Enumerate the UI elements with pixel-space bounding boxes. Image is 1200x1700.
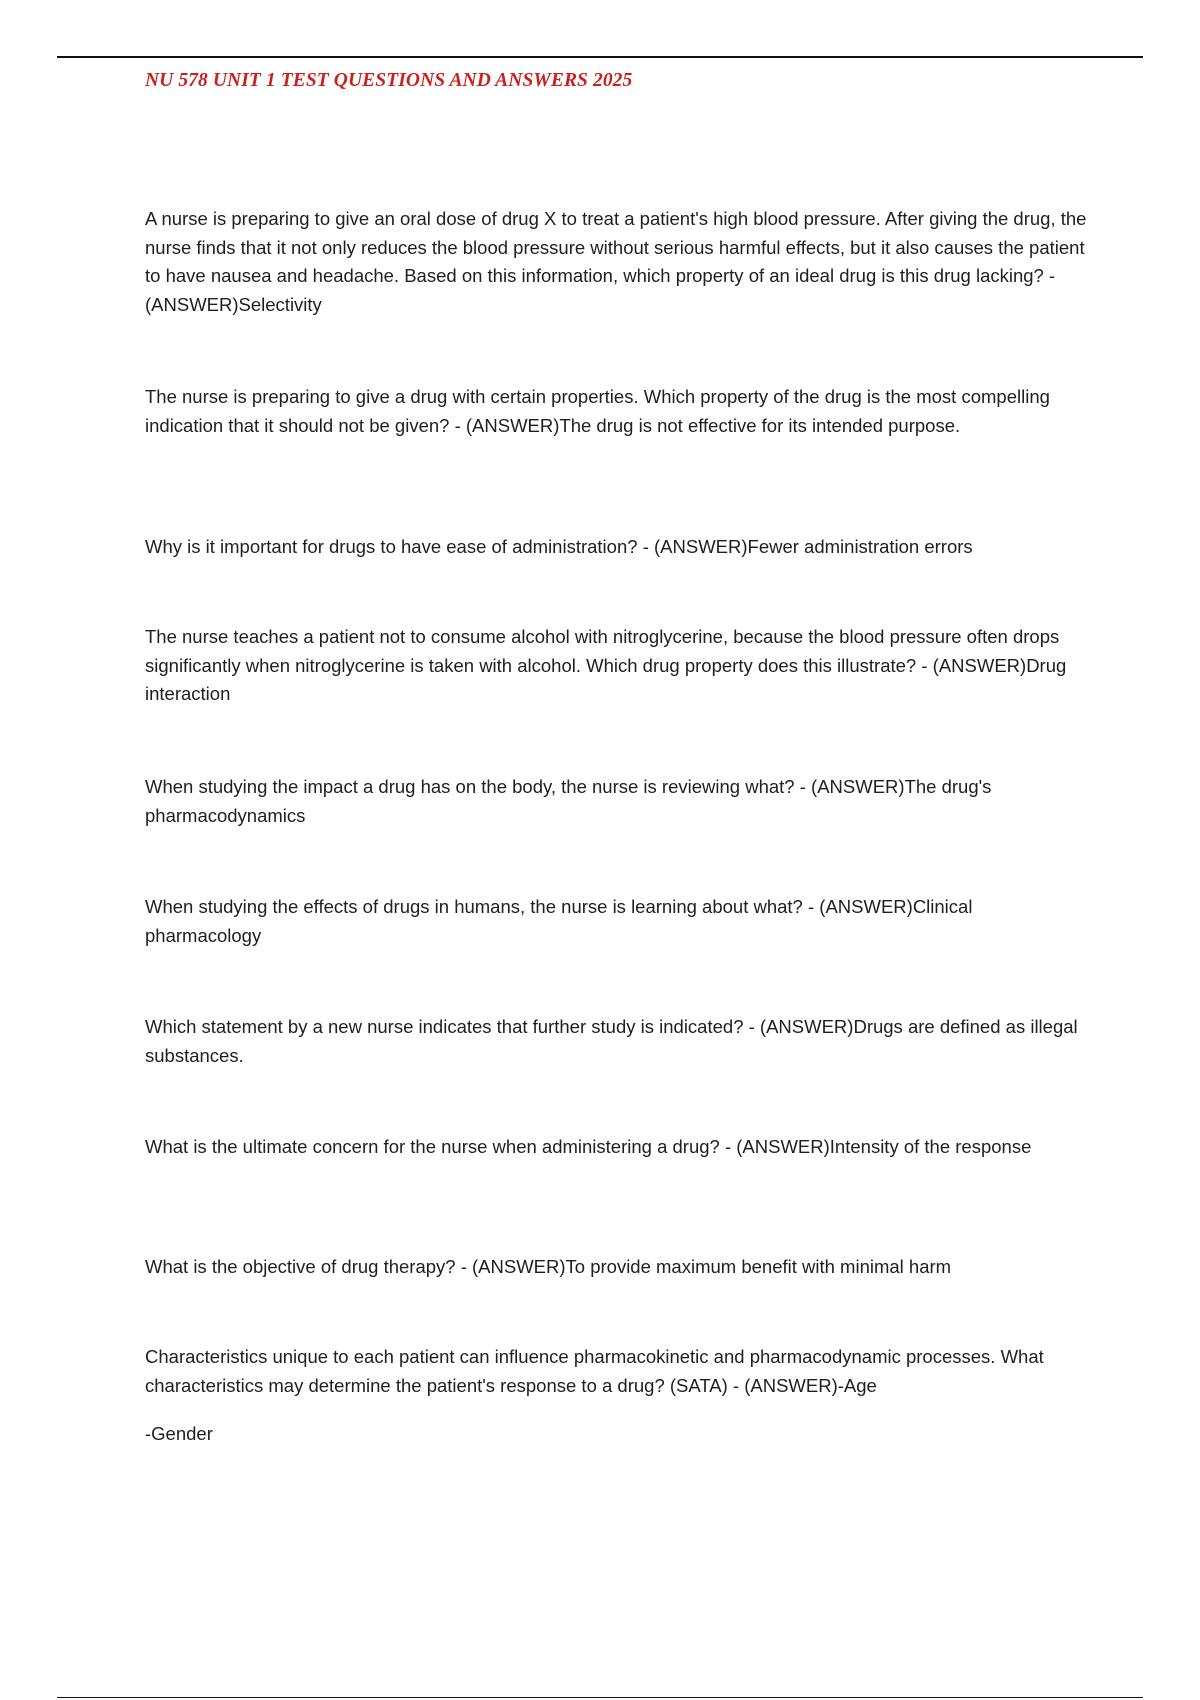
qa-item bbox=[145, 383, 1090, 440]
question-text: Which statement by a new nurse indicates that further study is indicated? bbox=[145, 1016, 744, 1037]
question-text: When studying the impact a drug has on the body, the nurse is reviewing what? bbox=[145, 776, 795, 797]
answer-text: Clinical pharmacology bbox=[145, 896, 973, 946]
answer-prefix: - (ANSWER) bbox=[642, 536, 748, 557]
answer-prefix: - (ANSWER) bbox=[799, 776, 905, 797]
top-divider bbox=[57, 56, 1143, 58]
question-text: The nurse is preparing to give a drug with certain properties. Which property of the drug is the most compelling indication that it should not be given? bbox=[145, 386, 1050, 436]
bottom-divider bbox=[57, 1697, 1143, 1698]
question-text: Why is it important for drugs to have ease of administration? bbox=[145, 536, 638, 557]
qa-item bbox=[145, 1133, 1090, 1162]
answer-prefix: - (ANSWER) bbox=[145, 265, 1056, 315]
answer-prefix: - (ANSWER) bbox=[454, 414, 560, 436]
answer-prefix: - (ANSWER) bbox=[460, 1256, 566, 1277]
answer-prefix: - (ANSWER) bbox=[807, 896, 913, 917]
question-text: What is the objective of drug therapy? bbox=[145, 1256, 456, 1277]
question-text: The nurse teaches a patient not to consume alcohol with nitroglycerine, because the blood pressure often drops significantly when nitroglycerine is taken with alcohol. Which drug property does this illustrate? bbox=[145, 626, 1060, 676]
qa-item bbox=[145, 1013, 1090, 1070]
answer-prefix: - (ANSWER) bbox=[724, 1136, 830, 1157]
answer-continuation: -Gender bbox=[145, 1423, 213, 1444]
qa-item bbox=[145, 893, 1090, 950]
document-title: NU 578 UNIT 1 TEST QUESTIONS AND ANSWERS 2025 bbox=[145, 70, 633, 91]
qa-item bbox=[145, 623, 1090, 709]
answer-text: Drugs are defined as illegal substances. bbox=[145, 1016, 1078, 1066]
qa-item bbox=[145, 205, 1090, 319]
answer-text: -Age bbox=[837, 1374, 877, 1396]
question-text: When studying the effects of drugs in humans, the nurse is learning about what? bbox=[145, 896, 803, 917]
answer-text: Drug interaction bbox=[145, 654, 1067, 704]
answer-text: Fewer administration errors bbox=[747, 536, 973, 557]
qa-item bbox=[145, 1253, 1090, 1282]
question-text: A nurse is preparing to give an oral dose of drug X to treat a patient's high blood pressure. After giving the drug, the nurse finds that it not only reduces the blood pressure without serious harmful effects, but it also causes the patient to have nausea and headache. Based on this information, which property of an ideal drug is this drug lacking? bbox=[145, 208, 1087, 286]
answer-text: The drug's pharmacodynamics bbox=[145, 776, 992, 826]
answer-prefix: - (ANSWER) bbox=[748, 1016, 854, 1037]
answer-text: Intensity of the response bbox=[829, 1136, 1032, 1157]
qa-item bbox=[145, 1343, 1090, 1400]
answer-prefix: - (ANSWER) bbox=[732, 1374, 838, 1396]
answer-prefix: - (ANSWER) bbox=[921, 654, 1027, 676]
qa-item bbox=[145, 773, 1090, 830]
question-text: What is the ultimate concern for the nurse when administering a drug? bbox=[145, 1136, 720, 1157]
answer-text: To provide maximum benefit with minimal harm bbox=[565, 1256, 952, 1277]
answer-text: The drug is not effective for its intended purpose. bbox=[559, 414, 961, 436]
question-text: Characteristics unique to each patient can influence pharmacokinetic and pharmacodynamic processes. What characteristics may determine the patient's response to a drug? (SATA) bbox=[145, 1346, 1044, 1396]
qa-item bbox=[145, 533, 1090, 562]
answer-text: Selectivity bbox=[238, 293, 322, 315]
